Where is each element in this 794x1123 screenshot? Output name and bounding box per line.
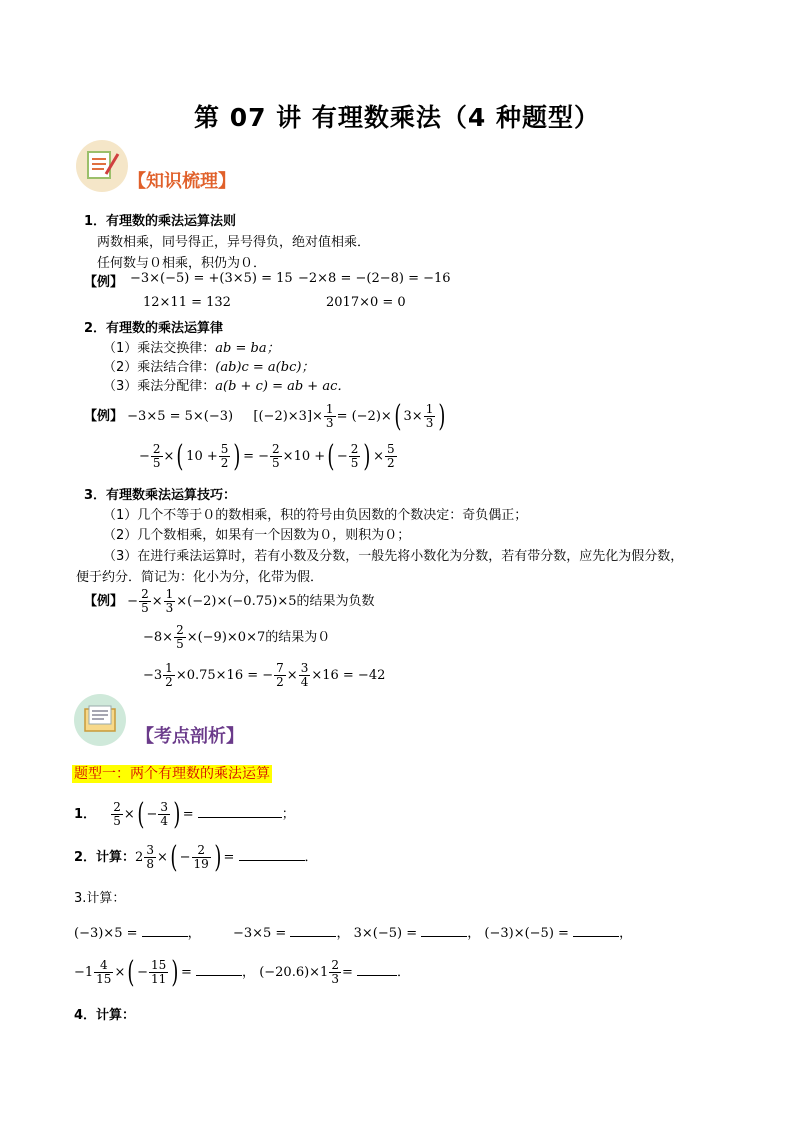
rule1-heading: 1．有理数的乘法运算法则 (84, 214, 237, 229)
fraction: $\frac{2}{5}$ (176, 623, 184, 651)
type-label (72, 763, 272, 783)
rule3-heading: 3．有理数乘法运算技巧： (84, 488, 237, 503)
fraction: $\frac{2}{5}$ (272, 442, 280, 470)
example-row: 【例】 − $\frac{2}{5}$ × $\frac{1}{3}$ ×(−2)×(−0.75)×5的结果为负数 (84, 587, 375, 615)
fraction: $\frac{1}{2}$ (165, 661, 173, 689)
example-expr: ×(−9)×0×7的结果为０ (186, 630, 331, 645)
document-folder-icon (74, 694, 126, 746)
example-expr: ×10 + (282, 449, 326, 464)
fraction: $\frac{3}{4}$ (160, 800, 168, 828)
question-2: 2．计算：2 $\frac{3}{8}$ ×( − $\frac{2}{19}$ ) = ． (74, 839, 318, 875)
example-expr: ×16 = −42 (311, 668, 386, 683)
question-1: 1． $\frac{2}{5}$ ×( − $\frac{3}{4}$ ) = ； (74, 796, 295, 832)
rule2-heading: 2．有理数的乘法运算律 (84, 321, 224, 336)
fraction: $\frac{2}{5}$ (152, 442, 161, 470)
fraction: $\frac{1}{3}$ (325, 402, 334, 430)
notebook-pencil-icon (76, 140, 128, 192)
example-expr: × (163, 449, 175, 464)
rule1-line1: 两数相乘，同号得正，异号得负，绝对值相乘． (97, 235, 371, 250)
answer-blank[interactable] (573, 936, 619, 937)
example-expr: [(−2)×3]× (253, 409, 323, 424)
law-label: （2）乘法结合律： (103, 360, 216, 375)
rule3-line: （3）在进行乘法运算时，若有小数及分数，一般先将小数化为分数，若有带分数，应先化为假分数， (103, 549, 684, 564)
answer-blank[interactable] (290, 936, 336, 937)
example-expr: − (336, 449, 348, 464)
example-row (143, 618, 330, 658)
fraction: $\frac{5}{2}$ (387, 442, 395, 470)
fraction: $\frac{2}{19}$ (193, 843, 209, 871)
example-expr: 2017×0 = 0 (326, 295, 406, 310)
example-expr: = (−2)× (336, 409, 392, 424)
example-expr: −3 (143, 668, 163, 683)
fraction: $\frac{2}{3}$ (331, 958, 339, 986)
example-label: 【例】 (84, 594, 124, 609)
example-expr: × (373, 449, 385, 464)
fraction: $\frac{2}{5}$ (350, 442, 359, 470)
law-expr: (ab)c = a(bc)； (215, 360, 315, 375)
calc-expr: 3×(−5) = (353, 926, 418, 941)
fraction: $\frac{3}{4}$ (300, 661, 309, 689)
question-prompt: 2．计算： (74, 850, 136, 865)
rule3-line: （1）几个不等于０的数相乘，积的符号由负因数的个数决定：奇负偶正； (103, 508, 528, 523)
fraction: $\frac{3}{8}$ (146, 843, 154, 871)
rule3-line: 便于约分．简记为：化小为分，化带为假． (76, 570, 324, 585)
example-expr: −8× (143, 630, 174, 645)
question-3-prompt: 3.计算： (74, 891, 126, 906)
question-4-prompt: 4．计算： (74, 1008, 136, 1023)
type-label-text: 题型一：两个有理数的乘法运算 (74, 766, 270, 782)
example-expr: 3× (403, 409, 423, 424)
example-row: 【例】 −3×5 = 5×(−3) [(−2)×3]× $\frac{1}{3}$ = (−2)×( 3× $\frac{1}{3}$ ) (84, 398, 446, 434)
fraction: $\frac{15}{11}$ (150, 958, 167, 986)
fraction: $\frac{7}{2}$ (276, 661, 284, 689)
answer-blank[interactable] (196, 975, 242, 976)
calc-expr: (−3)×(−5) = (484, 926, 569, 941)
answer-blank[interactable] (142, 936, 188, 937)
fraction: $\frac{2}{5}$ (113, 800, 121, 828)
answer-blank[interactable] (357, 975, 397, 976)
page-title: 第 07 讲 有理数乘法（4 种题型） (193, 103, 600, 132)
example-expr: − (139, 449, 150, 464)
section-heading-knowledge: 【知识梳理】 (128, 171, 236, 192)
law-label: （3）乘法分配律： (103, 379, 216, 394)
rule1-line2: 任何数与０相乘，积仍为０． (97, 256, 267, 271)
question-number: 1． (74, 807, 97, 822)
example-expr: −3×5 = 5×(−3) (127, 409, 234, 424)
example-expr: −3×(−5) = +(3×5) = 15 (130, 271, 293, 286)
law-label: （1）乘法交换律： (103, 341, 216, 356)
calc-expr: −3×5 = (232, 926, 287, 941)
calc-expr: (−3)×5 = (74, 926, 138, 941)
answer-blank[interactable] (239, 860, 305, 861)
example-expr: 10 + (186, 449, 218, 464)
fraction: $\frac{4}{15}$ (96, 958, 112, 986)
example-label: 【例】 (84, 275, 124, 290)
fraction: $\frac{1}{3}$ (165, 587, 174, 615)
law-expr: ab = ba； (215, 341, 280, 356)
section-heading-analysis: 【考点剖析】 (136, 726, 244, 747)
example-expr: ×(−2)×(−0.75)×5的结果为负数 (176, 594, 375, 609)
law-expr: a(b + c) = ab + ac． (215, 379, 351, 394)
answer-blank[interactable] (421, 936, 467, 937)
fraction: $\frac{5}{2}$ (220, 442, 229, 470)
example-expr: − (127, 594, 139, 609)
question-3-row1: (−3)×5 = ， −3×5 = ， 3×(−5) = ， (−3)×(−5) = ， (74, 926, 633, 941)
example-expr: = − (243, 449, 270, 464)
question-3-row2: −1 $\frac{4}{15}$ ×( − $\frac{15}{11}$ ) = ， (−20.6)×1 $\frac{2}{3}$ = ． (74, 954, 411, 990)
rule3-line: （2）几个数相乘，如果有一个因数为０，则积为０； (103, 528, 411, 543)
example-expr: −2×8 = −(2−8) = −16 (298, 271, 451, 286)
example-expr: ×0.75×16 = − (175, 668, 274, 683)
example-row: −3 $\frac{1}{2}$ ×0.75×16 = − $\frac{7}{2}$ × $\frac{3}{4}$ ×16 = −42 (143, 661, 386, 689)
example-row: − $\frac{2}{5}$ ×( 10 + $\frac{5}{2}$ ) = − $\frac{2}{5}$ ×10 +( − $\frac{2}{5}$ ) × $\frac{5}{2}$ (139, 438, 395, 474)
fraction: $\frac{1}{3}$ (425, 402, 434, 430)
example-expr: 12×11 = 132 (143, 295, 231, 310)
answer-blank[interactable] (198, 817, 282, 818)
fraction: $\frac{2}{5}$ (141, 587, 149, 615)
example-label: 【例】 (84, 409, 124, 424)
